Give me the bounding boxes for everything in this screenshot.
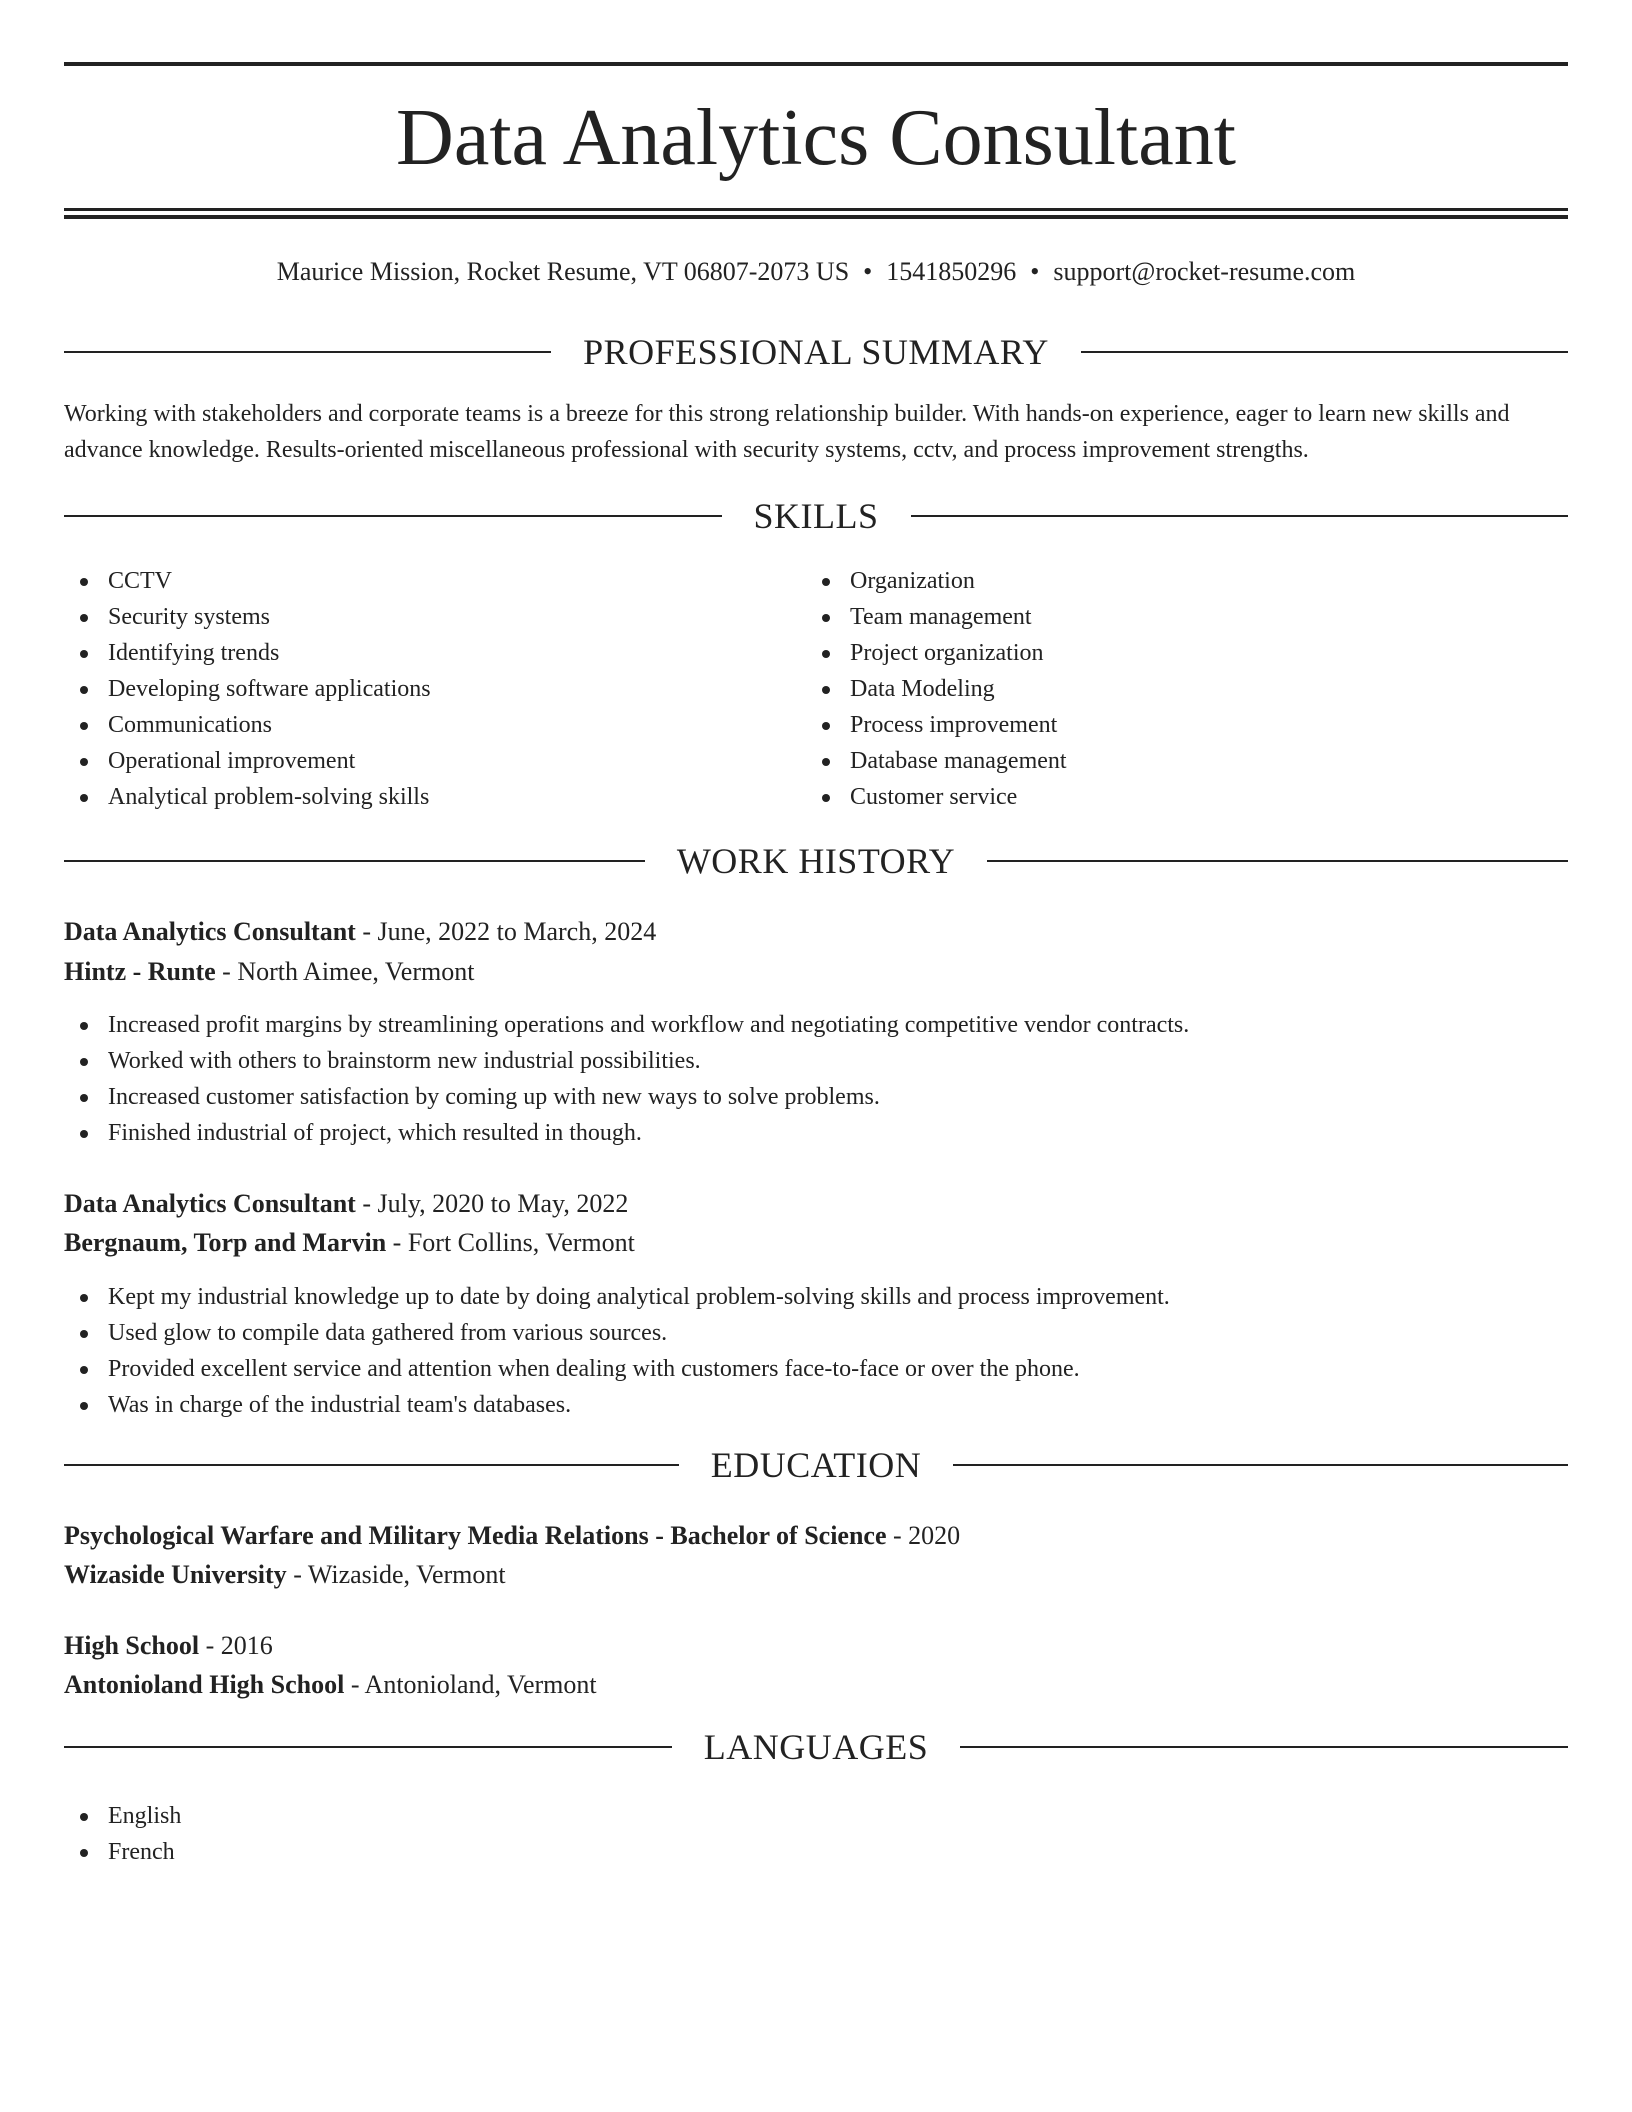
job-bullet: Kept my industrial knowledge up to date by doing analytical problem-solving skills and process improvement.: [64, 1279, 1568, 1315]
languages-list: [64, 1798, 1568, 1870]
job-bullet: Provided excellent service and attention when dealing with customers face-to-face or over the phone.: [64, 1351, 1568, 1387]
job-bullet: Used glow to compile data gathered from various sources.: [64, 1315, 1568, 1351]
skills-heading-title: SKILLS: [753, 496, 879, 536]
job-title-line: [64, 912, 1568, 952]
heading-rule-left: [64, 515, 722, 517]
job-location: - Fort Collins, Vermont: [386, 1228, 635, 1257]
contact-separator: •: [863, 257, 873, 286]
summary-heading: [64, 330, 1568, 374]
job-bullets: [64, 1007, 1568, 1151]
school-location: - Wizaside, Vermont: [286, 1560, 506, 1589]
skill-item: Developing software applications: [64, 671, 764, 707]
school-line: [64, 1555, 1568, 1595]
job-company: Hintz - Runte: [64, 957, 216, 986]
skill-item: Analytical problem-solving skills: [64, 779, 764, 815]
languages-heading: [64, 1725, 1568, 1769]
work-heading: [64, 839, 1568, 883]
skills-heading: [64, 494, 1568, 538]
school-line: [64, 1665, 1568, 1705]
school-location: - Antonioland, Vermont: [344, 1670, 597, 1699]
skill-item: Organization: [806, 563, 1506, 599]
degree-name: High School: [64, 1631, 200, 1660]
skill-item: CCTV: [64, 563, 764, 599]
language-item: English: [64, 1798, 1568, 1834]
job-dates: - June, 2022 to March, 2024: [355, 917, 657, 946]
summary-text: Working with stakeholders and corporate teams is a breeze for this strong relationship builder. With hands-on experience, eager to learn new skills and advance knowledge. Results-oriented miscellaneous professional with security systems, cctv, and process improvement strengths.: [64, 401, 1510, 463]
skill-item: Data Modeling: [806, 671, 1506, 707]
double-rule-lower: [64, 215, 1568, 219]
double-rule-upper: [64, 208, 1568, 211]
school-name: Antonioland High School: [64, 1670, 345, 1699]
summary-heading-title: PROFESSIONAL SUMMARY: [583, 332, 1049, 372]
job-bullet: Worked with others to brainstorm new industrial possibilities.: [64, 1043, 1568, 1079]
education-heading: [64, 1443, 1568, 1487]
degree-line: [64, 1626, 1568, 1666]
skill-item: Process improvement: [806, 707, 1506, 743]
education-heading-title: EDUCATION: [710, 1445, 922, 1485]
degree-year: - 2020: [886, 1521, 961, 1550]
resume-name: Data Analytics Consultant: [396, 94, 1236, 182]
job-title: Data Analytics Consultant: [64, 1189, 356, 1218]
degree-name: Psychological Warfare and Military Media Relations - Bachelor of Science: [64, 1521, 887, 1550]
skill-item: Communications: [64, 707, 764, 743]
skill-item: Identifying trends: [64, 635, 764, 671]
top-rule: [64, 62, 1568, 66]
job-company-line: [64, 1223, 1568, 1263]
skill-item: Database management: [806, 743, 1506, 779]
heading-rule-left: [64, 1746, 672, 1748]
school-name: Wizaside University: [64, 1560, 287, 1589]
job-bullet: Finished industrial of project, which resulted in though.: [64, 1115, 1568, 1151]
heading-rule-right: [960, 1746, 1568, 1748]
contact-email: support@rocket-resume.com: [1053, 257, 1356, 286]
job-bullet: Was in charge of the industrial team's databases.: [64, 1387, 1568, 1423]
job-title-line: [64, 1184, 1568, 1224]
skill-item: Team management: [806, 599, 1506, 635]
job-company-line: [64, 952, 1568, 992]
heading-rule-right: [987, 860, 1568, 862]
job-dates: - July, 2020 to May, 2022: [355, 1189, 629, 1218]
job-bullet: Increased customer satisfaction by coming up with new ways to solve problems.: [64, 1079, 1568, 1115]
heading-rule-left: [64, 1464, 679, 1466]
contact-line: [64, 254, 1568, 290]
heading-rule-right: [953, 1464, 1568, 1466]
degree-line: [64, 1516, 1568, 1556]
contact-address: Maurice Mission, Rocket Resume, VT 06807-2073 US: [276, 257, 850, 286]
heading-rule-left: [64, 351, 551, 353]
heading-rule-right: [911, 515, 1569, 517]
skill-item: Project organization: [806, 635, 1506, 671]
language-item: French: [64, 1834, 1568, 1870]
job-title: Data Analytics Consultant: [64, 917, 356, 946]
skills-list-right: [806, 563, 1506, 815]
skills-list-left: [64, 563, 764, 815]
heading-rule-right: [1081, 351, 1568, 353]
job-company: Bergnaum, Torp and Marvin: [64, 1228, 387, 1257]
work-heading-title: WORK HISTORY: [676, 841, 956, 881]
job-bullets: [64, 1279, 1568, 1423]
skill-item: Operational improvement: [64, 743, 764, 779]
degree-year: - 2016: [199, 1631, 273, 1660]
skill-item: Security systems: [64, 599, 764, 635]
contact-phone: 1541850296: [886, 257, 1017, 286]
skill-item: Customer service: [806, 779, 1506, 815]
heading-rule-left: [64, 860, 645, 862]
languages-heading-title: LANGUAGES: [703, 1727, 929, 1767]
job-bullet: Increased profit margins by streamlining operations and workflow and negotiating competitive vendor contracts.: [64, 1007, 1568, 1043]
job-location: - North Aimee, Vermont: [215, 957, 475, 986]
contact-separator: •: [1030, 257, 1040, 286]
